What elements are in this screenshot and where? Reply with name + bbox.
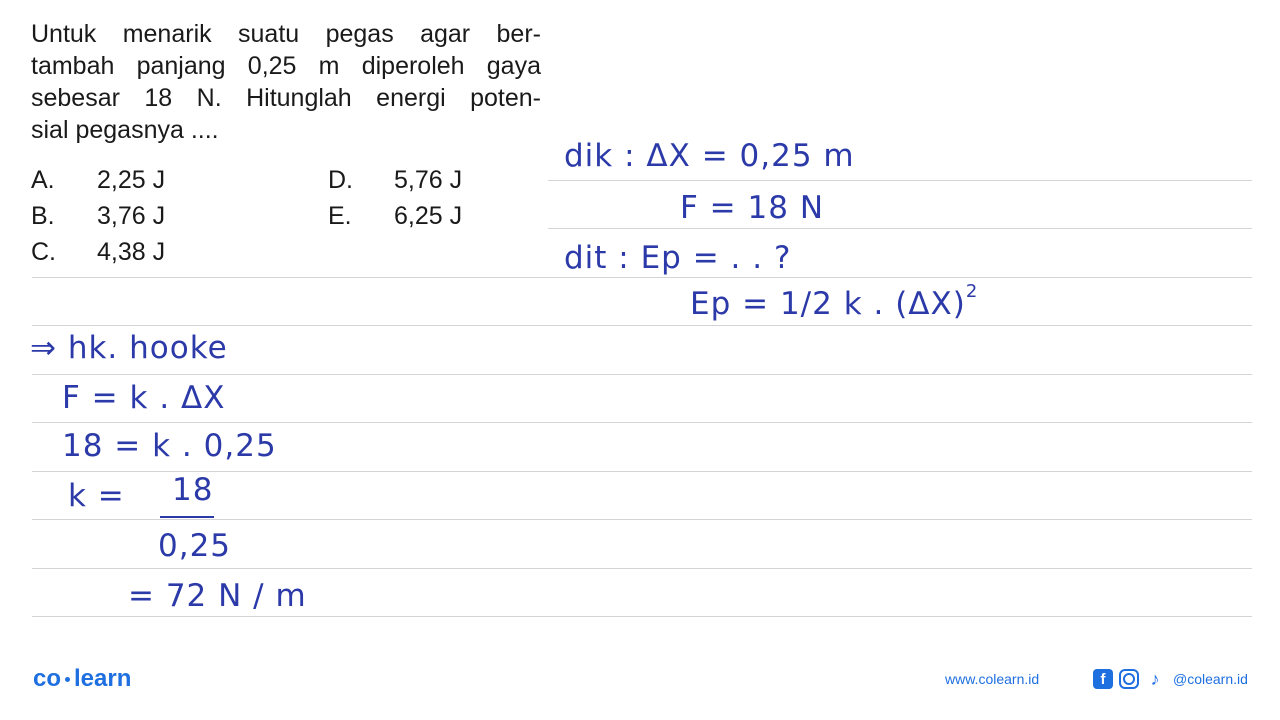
option-value: 6,25 J	[394, 202, 463, 230]
ruled-line	[548, 180, 1252, 181]
social-links	[1093, 664, 1248, 694]
option-letter: E.	[328, 202, 352, 230]
hooke-equation: F = k . ΔX	[62, 380, 226, 416]
fraction-bar	[160, 516, 214, 518]
logo-right: learn	[74, 665, 132, 692]
instagram-icon[interactable]	[1119, 669, 1139, 689]
known-displacement: dik : ΔX = 0,25 m	[564, 138, 855, 174]
ruled-line	[32, 568, 1252, 569]
question-line: sebesar 18 N. Hitunglah energi poten-	[31, 84, 541, 112]
option-letter: A.	[31, 166, 55, 194]
energy-formula-text: Ep = 1/2 k . (ΔX)	[690, 286, 966, 322]
k-denominator: 0,25	[158, 528, 232, 564]
option-letter: B.	[31, 202, 55, 230]
website-link[interactable]: www.colearn.id	[945, 671, 1040, 687]
substitution: 18 = k . 0,25	[62, 428, 277, 464]
option-e	[328, 200, 462, 232]
k-label: k =	[68, 478, 125, 514]
option-b	[31, 200, 165, 232]
question-line: Untuk menarik suatu pegas agar ber-	[31, 20, 541, 48]
option-d	[328, 164, 462, 196]
question-line: sial pegasnya ....	[31, 116, 219, 144]
ruled-line	[32, 616, 1252, 617]
option-value: 3,76 J	[97, 202, 166, 230]
k-numerator: 18	[172, 472, 214, 508]
logo-dot	[65, 677, 70, 682]
social-handle[interactable]: @colearn.id	[1173, 671, 1248, 687]
logo-left: co	[33, 665, 62, 692]
hooke-law-label: ⇒ hk. hooke	[30, 330, 228, 366]
ruled-line	[32, 325, 1252, 326]
ruled-line	[32, 277, 1252, 278]
ruled-line	[32, 422, 1252, 423]
option-letter: C.	[31, 238, 56, 266]
ruled-line	[32, 374, 1252, 375]
colearn-logo	[33, 664, 131, 694]
question-line: tambah panjang 0,25 m diperoleh gaya	[31, 52, 541, 80]
option-c	[31, 236, 165, 268]
option-value: 2,25 J	[97, 166, 166, 194]
tiktok-icon[interactable]: ♪	[1150, 668, 1160, 689]
option-a	[31, 164, 165, 196]
ruled-line	[32, 519, 1252, 520]
option-letter: D.	[328, 166, 353, 194]
ruled-line	[548, 228, 1252, 229]
option-value: 4,38 J	[97, 238, 166, 266]
ruled-line	[32, 471, 1252, 472]
k-result: = 72 N / m	[128, 578, 307, 614]
asked-energy: dit : Ep = . . ?	[564, 240, 792, 276]
option-value: 5,76 J	[394, 166, 463, 194]
energy-formula	[690, 280, 979, 322]
energy-formula-exponent: 2	[965, 280, 979, 302]
known-force: F = 18 N	[680, 190, 825, 226]
question-text	[31, 18, 541, 146]
facebook-icon[interactable]: f	[1093, 669, 1113, 689]
